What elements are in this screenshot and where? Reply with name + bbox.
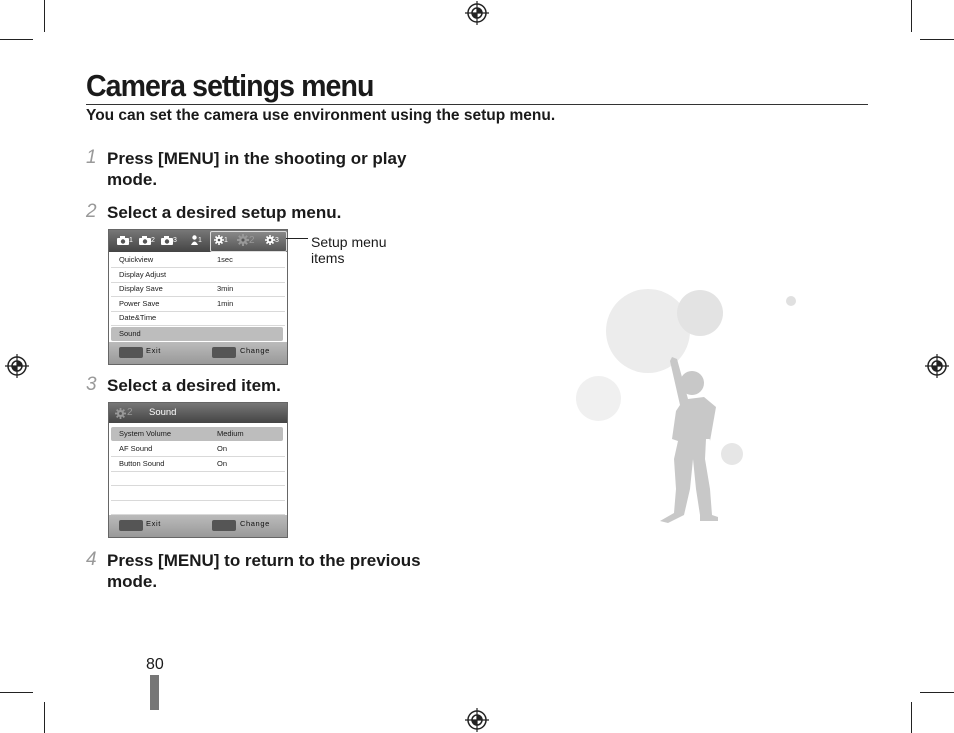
tab-setup-1[interactable]	[214, 233, 228, 249]
step-1-text-post: in the shooting or play	[219, 149, 407, 168]
change-label: Change	[240, 346, 270, 355]
step-1-text	[107, 148, 406, 190]
menu-row-empty	[111, 486, 285, 501]
page-subtitle: You can set the camera use environment using the setup menu.	[86, 107, 556, 124]
tab-camera-2[interactable]	[139, 233, 155, 249]
menu-row-power-save[interactable]	[111, 297, 285, 312]
page-number-bar	[150, 675, 159, 710]
step-3-text: Select a desired item.	[107, 376, 281, 395]
page-number: 80	[146, 656, 164, 673]
person-icon	[191, 235, 198, 245]
crop-mark	[44, 0, 45, 32]
tab-person-1[interactable]	[191, 233, 202, 249]
menu-row-date-time[interactable]	[111, 311, 285, 326]
crop-mark	[0, 39, 33, 40]
tab-number: 1	[129, 237, 133, 244]
step-2-text: Select a desired setup menu.	[107, 203, 342, 222]
menu-row-sound[interactable]	[111, 327, 283, 341]
change-label: Change	[240, 519, 270, 528]
menu-tab-bar	[109, 230, 287, 252]
sound-menu-header	[109, 403, 287, 423]
tab-camera-1[interactable]	[117, 233, 133, 249]
menu-row-system-volume[interactable]	[111, 427, 283, 441]
tab-camera-3[interactable]	[161, 233, 177, 249]
camera-icon	[117, 236, 129, 245]
menu-keyword: [MENU]	[158, 551, 220, 570]
row-label: Date&Time	[119, 313, 157, 322]
page-title: Camera settings menu	[86, 68, 374, 103]
tab-number: 3	[275, 237, 279, 244]
title-rule	[86, 104, 868, 105]
gear-icon	[214, 235, 224, 245]
tab-number: 2	[151, 237, 155, 244]
tab-number: 1	[224, 237, 228, 244]
exit-label: Exit	[146, 519, 161, 528]
crop-mark	[920, 692, 954, 693]
step-3-number: 3	[86, 374, 97, 395]
tab-setup-2[interactable]	[237, 233, 255, 249]
tab-setup-3[interactable]	[265, 233, 279, 249]
decorative-bubble	[786, 296, 796, 306]
sound-menu-screen	[108, 402, 288, 538]
row-label: AF Sound	[119, 444, 153, 453]
row-value: 1min	[217, 299, 234, 308]
gear-icon	[237, 234, 249, 246]
menu-keyword: [MENU]	[158, 149, 220, 168]
menu-row-display-adjust[interactable]	[111, 268, 285, 283]
row-value: 1sec	[217, 255, 233, 264]
row-label: Power Save	[119, 299, 160, 308]
row-value: On	[217, 459, 228, 468]
gear-icon	[115, 408, 126, 419]
row-value: Medium	[217, 429, 244, 438]
menu-row-empty	[111, 500, 285, 515]
crop-mark	[44, 702, 45, 733]
row-label: Sound	[119, 329, 141, 338]
row-value: 3min	[217, 284, 234, 293]
registration-mark-icon	[465, 1, 489, 25]
step-2-number: 2	[86, 201, 97, 222]
crop-mark	[911, 0, 912, 32]
menu-row-af-sound[interactable]	[111, 442, 285, 457]
row-value: On	[217, 444, 228, 453]
screen-footer	[109, 515, 287, 537]
tab-number: 3	[173, 237, 177, 244]
crop-mark	[920, 39, 954, 40]
callout-line	[286, 238, 308, 239]
step-4-text-pre: Press	[107, 551, 159, 570]
step-4-text-post: to return to the previous	[219, 551, 421, 570]
change-button[interactable]	[212, 347, 236, 358]
crop-mark	[0, 692, 33, 693]
exit-button[interactable]	[119, 520, 143, 531]
change-button[interactable]	[212, 520, 236, 531]
callout-line2: items	[311, 250, 345, 266]
registration-mark-icon	[5, 354, 29, 378]
row-label: Display Save	[119, 284, 163, 293]
crop-mark	[911, 702, 912, 733]
row-label: System Volume	[119, 429, 172, 438]
menu-row-display-save[interactable]	[111, 282, 285, 297]
header-number: 2	[127, 407, 133, 418]
screen-footer	[109, 342, 287, 364]
menu-row-button-sound[interactable]	[111, 457, 285, 472]
gear-icon	[265, 235, 275, 245]
registration-mark-icon	[465, 708, 489, 732]
row-label: Quickview	[119, 255, 154, 264]
step-1-text-pre: Press	[107, 149, 159, 168]
exit-label: Exit	[146, 346, 161, 355]
step-4-number: 4	[86, 549, 97, 570]
decorative-bubble	[677, 290, 723, 336]
callout-line1: Setup menu	[311, 234, 387, 250]
menu-row-empty	[111, 471, 285, 486]
step-4-text-line2: mode.	[107, 572, 158, 591]
decorative-bubble	[576, 376, 621, 421]
header-title: Sound	[149, 407, 177, 418]
menu-row-quickview[interactable]	[111, 253, 285, 268]
row-label: Button Sound	[119, 459, 165, 468]
camera-icon	[161, 236, 173, 245]
step-1-text-line2: mode.	[107, 170, 158, 189]
row-label: Display Adjust	[119, 270, 167, 279]
boy-silhouette-illustration	[650, 355, 730, 525]
tab-number: 2	[249, 235, 255, 246]
tab-number: 1	[198, 237, 202, 244]
exit-button[interactable]	[119, 347, 143, 358]
setup-menu-items-callout	[311, 234, 387, 266]
setup-menu-screen	[108, 229, 288, 365]
registration-mark-icon	[925, 354, 949, 378]
camera-icon	[139, 236, 151, 245]
step-4-text	[107, 550, 421, 592]
step-1-number: 1	[86, 147, 97, 168]
